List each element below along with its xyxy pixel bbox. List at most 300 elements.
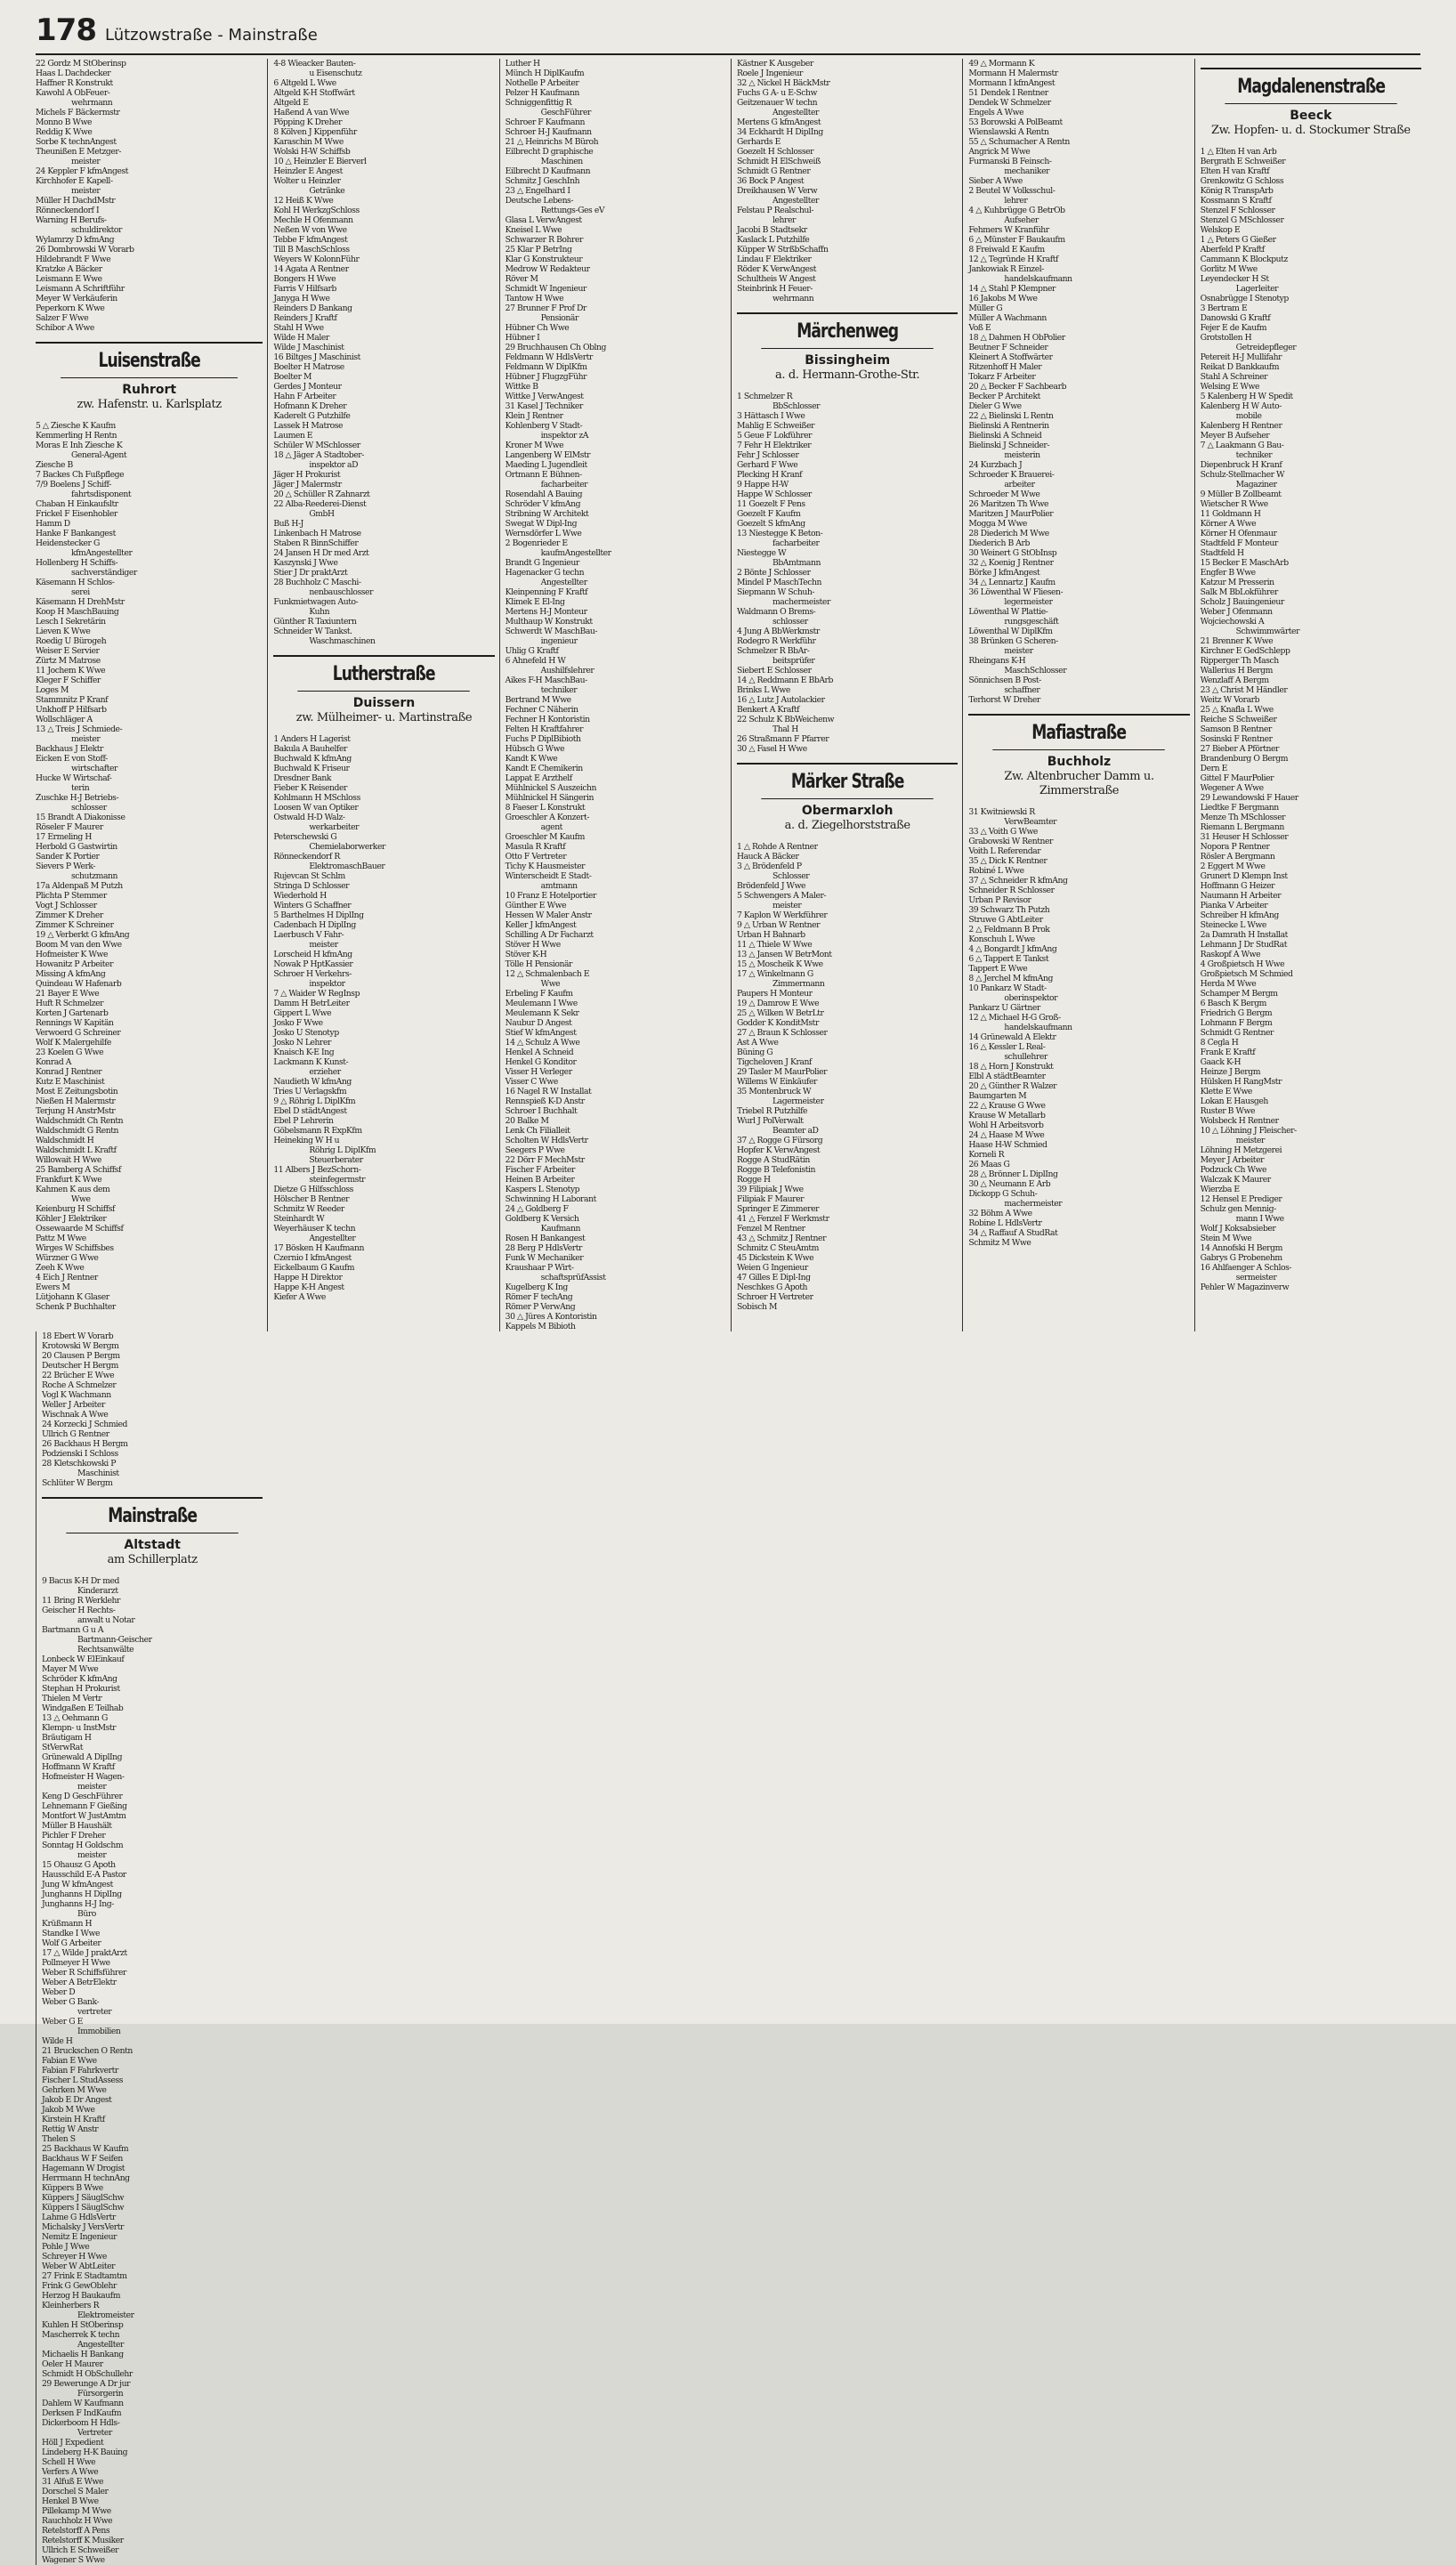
resident-entry: Bartmann G u A xyxy=(42,1625,104,1635)
resident-entry: Naubur D Angest xyxy=(505,1018,572,1028)
resident-entry: Reiche S Schweißer xyxy=(1200,715,1277,724)
district-name: Beeck xyxy=(1290,109,1332,123)
resident-entry: 29 Bewerunge A Dr jur xyxy=(42,2379,131,2389)
resident-entry: Naudieth W kfmAng xyxy=(273,1077,352,1087)
resident-entry: Kohl H WerkzgSchloss xyxy=(273,206,360,215)
resident-entry: Robine L HdlsVertr xyxy=(968,1218,1042,1228)
resident-entry: Heinze J Bergm xyxy=(1200,1067,1261,1077)
resident-entry: Stöver K-H xyxy=(505,950,547,959)
resident-entry: 22 △ Bielinski L Rentn xyxy=(968,411,1054,421)
resident-entry: Schneider R Schlosser xyxy=(968,886,1055,895)
resident-entry: Meyer W Verkäuferin xyxy=(36,294,117,303)
resident-entry: Börke J kfmAngest xyxy=(968,568,1040,578)
resident-entry: Bertrand M Wwe xyxy=(505,695,571,705)
street-location: zw. Hafenstr. u. Karlsplatz xyxy=(77,398,222,411)
resident-entry: Salk M BbLokführer xyxy=(1200,587,1278,597)
resident-entry: Brandt G Ingenieur xyxy=(505,558,579,568)
resident-entry: Lindau F Elektriker xyxy=(737,255,812,264)
resident-entry: Kemmerling H Rentn xyxy=(36,431,117,441)
resident-entry: Wilde H xyxy=(42,2036,73,2046)
resident-entry: Wollschläger A xyxy=(36,715,93,724)
resident-entry: agent xyxy=(540,822,562,832)
resident-entry: Schultheis W Angest xyxy=(737,274,816,284)
resident-entry: Vogl K Wachmann xyxy=(42,1390,111,1400)
resident-entry: 23 △ Christ M Händler xyxy=(1200,685,1288,695)
resident-entry: Wwe xyxy=(71,1194,91,1204)
resident-entry: 3 △ Brödenfeld P xyxy=(737,862,802,871)
resident-entry: Schmidt H ObSchullehr xyxy=(42,2369,133,2379)
resident-entry: 22 Gordz M StOberinsp xyxy=(36,59,126,69)
resident-entry: Schmidt G Rentner xyxy=(737,166,811,176)
resident-entry: Köhler J Elektriker xyxy=(36,1214,107,1224)
resident-entry: Schniggenfittig R xyxy=(505,98,572,108)
resident-entry: meister xyxy=(309,940,338,950)
street-name: Mafiastraße xyxy=(993,721,1166,750)
resident-entry: Jäger J Malermstr xyxy=(273,480,342,490)
resident-entry: Tokarz F Arbeiter xyxy=(968,372,1036,382)
street-location: am Schillerplatz xyxy=(107,1553,198,1566)
resident-entry: Sönnichsen B Post- xyxy=(968,676,1041,685)
resident-entry: Boelter H Matrose xyxy=(273,362,344,372)
street-section-header xyxy=(1201,68,1421,138)
running-head xyxy=(36,12,1420,55)
resident-entry: Wirges W Schiffsbes xyxy=(36,1243,114,1253)
resident-entry: Büning G xyxy=(737,1048,773,1057)
resident-entry: Frankfurt K Wwe xyxy=(36,1175,102,1185)
resident-entry: 17 Bösken H Kaufmann xyxy=(273,1243,364,1253)
resident-entry: Fischer L StudAssess xyxy=(42,2075,124,2085)
resident-entry: Triebel R Putzhilfe xyxy=(737,1106,808,1116)
resident-entry: Reinders J Kraftf xyxy=(273,313,337,323)
resident-entry: 1 Schmelzer R xyxy=(737,392,793,401)
resident-entry: 20 Balke M xyxy=(505,1116,549,1126)
resident-entry: Deutscher H Bergm xyxy=(42,1361,118,1371)
resident-entry: Körner A Wwe xyxy=(1200,519,1257,529)
resident-entry: 1 Anders H Lagerist xyxy=(273,734,351,744)
resident-entry: Jacobi B Stadtsekr xyxy=(737,225,807,235)
resident-entry: Riemann L Bergmann xyxy=(1200,822,1284,832)
street-location: a. d. Ziegelhorststraße xyxy=(784,819,910,832)
resident-entry: Büro xyxy=(77,1909,96,1919)
resident-entry: Kratzke A Bäcker xyxy=(36,264,102,274)
resident-entry: Fabian E Wwe xyxy=(42,2056,97,2066)
resident-entry: Zimmer K Dreher xyxy=(36,910,103,920)
resident-entry: Roele J Ingenieur xyxy=(737,69,804,78)
resident-entry: Voß E xyxy=(968,323,991,333)
resident-entry: 36 Bock P Angest xyxy=(737,176,805,186)
directory-column xyxy=(36,1331,267,2565)
resident-entry: Michaelis H Bankang xyxy=(42,2350,124,2359)
resident-entry: 51 Dendek I Rentner xyxy=(968,88,1048,98)
resident-entry: 9 △ Röhrig L DiplKfm xyxy=(273,1096,356,1106)
resident-entry: serei xyxy=(71,587,90,597)
street-location: Zw. Altenbrucher Damm u. Zimmerstraße xyxy=(1004,770,1154,797)
resident-entry: Pohle J Wwe xyxy=(42,2242,90,2252)
resident-entry: Wurl J PolVerwalt xyxy=(737,1116,804,1126)
resident-entry: Schmitz C SteuAmtm xyxy=(737,1243,819,1253)
resident-entry: Raskopf A Wwe xyxy=(1200,950,1261,959)
resident-entry: Kinderarzt xyxy=(77,1586,118,1596)
resident-entry: Henkel G Konditor xyxy=(505,1057,577,1067)
resident-entry: machermeister xyxy=(1004,1199,1063,1209)
resident-entry: inspektor xyxy=(309,979,345,989)
resident-entry: Liedtke F Bergmann xyxy=(1200,803,1279,813)
resident-entry: Thelen S xyxy=(42,2134,76,2144)
resident-entry: Feldmann W DiplKfm xyxy=(505,362,587,372)
resident-entry: Lehnemann F Gießing xyxy=(42,1801,127,1811)
resident-entry: 16 Ahlfaenger A Schlos- xyxy=(1200,1263,1292,1273)
resident-entry: Waschmaschinen xyxy=(309,636,376,646)
resident-entry: 18 △ Dahmen H ObPolier xyxy=(968,333,1065,343)
resident-entry: 23 △ Engelhard I xyxy=(505,186,570,196)
resident-entry: Dietze G Hilfsschloss xyxy=(273,1185,353,1194)
resident-entry: 34 △ Raffauf A StudRat xyxy=(968,1228,1058,1238)
resident-entry: Masula R Kraftf xyxy=(505,842,566,852)
resident-entry: Groeschler A Konzert- xyxy=(505,813,589,822)
resident-entry: Heinzler E Angest xyxy=(273,166,343,176)
resident-entry: Ullrich E Schweißer xyxy=(42,2545,119,2555)
resident-entry: Lagerleiter xyxy=(1235,284,1279,294)
resident-entry: handelskaufmann xyxy=(1004,274,1072,284)
resident-entry: Boelter M xyxy=(273,372,312,382)
resident-entry: Müller G xyxy=(968,303,1003,313)
resident-entry: 28 Berg P HdlsVertr xyxy=(505,1243,582,1253)
resident-entry: 7 Kaplon W Werkführer xyxy=(737,910,828,920)
resident-entry: Herzog H Baukaufm xyxy=(42,2291,121,2301)
resident-entry: 45 Dickstein K Wwe xyxy=(737,1253,814,1263)
resident-entry: Laumen E xyxy=(273,431,313,441)
resident-entry: Kleinpenning F Kraftf xyxy=(505,587,588,597)
resident-entry: meister xyxy=(71,186,101,196)
resident-entry: 14 △ Stahl P Klempner xyxy=(968,284,1056,294)
resident-entry: Menze Th MSchlosser xyxy=(1200,813,1286,822)
resident-entry: Tappert E Wwe xyxy=(968,964,1028,974)
resident-entry: Felstau P Realschul- xyxy=(737,206,814,215)
resident-entry: Hauck A Bäcker xyxy=(737,852,799,862)
resident-entry: Hessen W Maler Anstr xyxy=(505,910,592,920)
street-name: Magdalenenstraße xyxy=(1225,75,1397,104)
resident-entry: Günther R Taxiuntern xyxy=(273,617,357,627)
resident-entry: rungsgeschäft xyxy=(1004,617,1059,627)
resident-entry: Mühlnickel S Auszeichn xyxy=(505,783,597,793)
resident-entry: Rheingans K-H xyxy=(968,656,1026,666)
resident-entry: Wittke J VerwAngest xyxy=(505,392,584,401)
resident-entry: Schamper M Bergm xyxy=(1200,989,1278,999)
resident-entry: Mahlig E Schweißer xyxy=(737,421,815,431)
resident-entry: 16 Jakobs M Wwe xyxy=(968,294,1038,303)
resident-entry: Josko N Lehrer xyxy=(273,1038,331,1048)
resident-entry: Hülsken H RangMstr xyxy=(1200,1077,1282,1087)
resident-entry: Tichy K Hausmeister xyxy=(505,862,586,871)
resident-entry: Pankarz U Gärtner xyxy=(968,1003,1040,1013)
resident-entry: Rogge B Telefonistin xyxy=(737,1165,816,1175)
resident-entry: Fehmers W Kranführ xyxy=(968,225,1049,235)
resident-entry: schutzmann xyxy=(71,871,118,881)
resident-entry: Henkel A Schneid xyxy=(505,1048,574,1057)
resident-entry: 4 Jung A BbWerkmstr xyxy=(737,627,820,636)
resident-entry: erzieher xyxy=(309,1067,341,1077)
resident-entry: 41 △ Fenzel F Werkmstr xyxy=(737,1214,829,1224)
resident-entry: Wilde J Maschinist xyxy=(273,343,344,352)
resident-entry: General-Agent xyxy=(71,450,127,460)
resident-entry: Kalenberg H W Auto- xyxy=(1200,401,1282,411)
resident-entry: Rösler A Bergmann xyxy=(1200,852,1275,862)
resident-entry: 3 Hättasch I Wwe xyxy=(737,411,805,421)
resident-entry: Hölscher B Rentner xyxy=(273,1194,350,1204)
resident-entry: Angrick M Wwe xyxy=(968,147,1031,157)
resident-entry: Aufseher xyxy=(1004,215,1039,225)
resident-entry: Lieven K Wwe xyxy=(36,627,91,636)
resident-entry: Siebert E Schlosser xyxy=(737,666,812,676)
resident-entry: Haßend A van Wwe xyxy=(273,108,350,117)
resident-entry: Schmidt W Ingenieur xyxy=(505,284,586,294)
resident-entry: Rettig W Anstr xyxy=(42,2124,99,2134)
resident-entry: terin xyxy=(71,783,90,793)
resident-entry: Nothelle P Arbeiter xyxy=(505,78,579,88)
resident-entry: 26 Backhaus H Bergm xyxy=(42,1439,128,1449)
resident-entry: Geitzenauer W techn xyxy=(737,98,818,108)
resident-entry: Wierzba E xyxy=(1200,1185,1240,1194)
resident-entry: Seegers P Wwe xyxy=(505,1145,565,1155)
resident-entry: handelskaufmann xyxy=(1004,1023,1072,1032)
resident-entry: Leismann A Schriftführ xyxy=(36,284,125,294)
resident-entry: Angestellter xyxy=(309,1234,356,1243)
resident-entry: Schulz-Stellmacher W xyxy=(1200,470,1285,480)
resident-entry: Kraushaar P Wirt- xyxy=(505,1263,574,1273)
resident-entry: Wilde H Maler xyxy=(273,333,329,343)
resident-entry: 26 Maritzen Th Wwe xyxy=(968,499,1049,509)
resident-entry: 11 Goezelt F Pens xyxy=(737,499,805,509)
resident-entry: Paupers H Monteur xyxy=(737,989,813,999)
resident-entry: 18 △ Jäger A Stadtober- xyxy=(273,450,364,460)
resident-entry: Klempn- u InstMstr xyxy=(42,1723,117,1733)
resident-entry: Angestellter xyxy=(540,578,587,587)
resident-entry: 22 Alba-Reederei-Dienst xyxy=(273,499,367,509)
resident-entry: 21 △ Heinrichs M Büroh xyxy=(505,137,599,147)
street-section-header xyxy=(36,342,263,412)
resident-entry: Missing A kfmAng xyxy=(36,969,106,979)
resident-entry: Maritzen J MaurPolier xyxy=(968,509,1054,519)
directory-column xyxy=(731,59,962,1331)
resident-entry: Uhlig G Kraftf xyxy=(505,646,559,656)
resident-entry: Nopora P Rentner xyxy=(1200,842,1270,852)
resident-entry: facharbeiter xyxy=(540,480,588,490)
resident-entry: Hopfer K VerwAngest xyxy=(737,1145,821,1155)
resident-entry: Rennings W Kapitän xyxy=(36,1018,114,1028)
resident-entry: 2 Bönte J Schlosser xyxy=(737,568,811,578)
resident-entry: 15 Becker E MaschArb xyxy=(1200,558,1289,568)
resident-entry: Jakob M Wwe xyxy=(42,2105,95,2115)
resident-entry: Michels F Bäckermstr xyxy=(36,108,120,117)
resident-entry: Hübsch G Wwe xyxy=(505,744,565,754)
resident-entry: Swegat W Dipl-Ing xyxy=(505,519,578,529)
resident-entry: Kawohl A ObFeuer- xyxy=(36,88,110,98)
resident-entry: Weber W AbtLeiter xyxy=(42,2262,116,2271)
resident-entry: Waldschmidt H xyxy=(36,1136,94,1145)
resident-entry: Tigcheloven J Kranf xyxy=(737,1057,812,1067)
resident-entry: Rosen H Bankangest xyxy=(505,1234,586,1243)
resident-entry: Lokan E Hausgeh xyxy=(1200,1096,1268,1106)
resident-entry: Haffner R Konstrukt xyxy=(36,78,113,88)
resident-entry: fahrtsdisponent xyxy=(71,490,132,499)
resident-entry: 7 △ Waider W RegInsp xyxy=(273,989,360,999)
resident-entry: Feldmann W HdlsVertr xyxy=(505,352,593,362)
resident-entry: Schenk P Buchhalter xyxy=(36,1302,116,1312)
resident-entry: Hübner J FlugzgFühr xyxy=(505,372,587,382)
resident-entry: Loosen W van Optiker xyxy=(273,803,359,813)
resident-entry: Kaspers L Stenotyp xyxy=(505,1185,580,1194)
resident-entry: Aikes F-H MaschBau- xyxy=(505,676,587,685)
resident-entry: Knaisch K-E Ing xyxy=(273,1048,335,1057)
resident-entry: Naumann H Arbeiter xyxy=(1200,891,1282,901)
resident-entry: Pattz M Wwe xyxy=(36,1234,86,1243)
resident-entry: Lenk Ch Filialleit xyxy=(505,1126,570,1136)
resident-entry: 31 Heuser H Schlosser xyxy=(1200,832,1289,842)
resident-entry: Kandt K Wwe xyxy=(505,754,558,764)
resident-entry: Maeding L Jugendleit xyxy=(505,460,587,470)
resident-entry: Windgaßen E Teilhab xyxy=(42,1703,124,1713)
resident-entry: Dahlem W Kaufmann xyxy=(42,2399,124,2408)
resident-entry: Angestellter xyxy=(772,108,820,117)
resident-entry: Siepmann W Schuh- xyxy=(737,587,814,597)
resident-entry: Sosinski F Rentner xyxy=(1200,734,1273,744)
resident-entry: Monno B Wwe xyxy=(36,117,93,127)
resident-entry: 4 △ Kuhbrügge G BetrOb xyxy=(968,206,1065,215)
resident-entry: Welskop E xyxy=(1200,225,1241,235)
resident-entry: Reikat D Bankkaufm xyxy=(1200,362,1280,372)
resident-entry: Welsing E Wwe xyxy=(1200,382,1259,392)
resident-entry: Struwe G AbtLeiter xyxy=(968,915,1043,925)
resident-entry: Stief W kfmAngest xyxy=(505,1028,577,1038)
resident-entry: Fieber K Reisender xyxy=(273,783,347,793)
resident-entry: schlosser xyxy=(71,803,107,813)
resident-entry: 19 △ Verberkt G kfmAng xyxy=(36,930,130,940)
resident-entry: 31 Kwitniewski R xyxy=(968,807,1035,817)
resident-entry: Ast A Wwe xyxy=(737,1038,779,1048)
resident-entry: Verfers A Wwe xyxy=(42,2467,99,2477)
resident-entry: Günther E Wwe xyxy=(505,901,567,910)
resident-entry: lehrer xyxy=(772,215,796,225)
resident-entry: Steinecke L Wwe xyxy=(1200,920,1266,930)
resident-entry: Kohlenberg V Stadt- xyxy=(505,421,583,431)
resident-entry: Hübner Ch Wwe xyxy=(505,323,570,333)
resident-entry: Beutner F Schneider xyxy=(968,343,1048,352)
resident-entry: Heinen B Arbeiter xyxy=(505,1175,575,1185)
resident-entry: Tölle H Pensionär xyxy=(505,959,572,969)
resident-entry: Kuhn xyxy=(309,607,330,617)
resident-entry: Fenzel M Rentner xyxy=(737,1224,805,1234)
resident-entry: Samson B Rentner xyxy=(1200,724,1272,734)
resident-entry: Josko U Stenotyp xyxy=(273,1028,339,1038)
resident-entry: Rönneckendorf R xyxy=(273,852,340,862)
resident-entry: anwalt u Notar xyxy=(77,1615,135,1625)
page-title: Lützowstraße - Mainstraße xyxy=(104,26,318,45)
resident-entry: Käsemann H Schlos- xyxy=(36,578,115,587)
resident-entry: 13 △ Treis J Schmiede- xyxy=(36,724,123,734)
resident-entry: Jäger H Prokurist xyxy=(273,470,341,480)
resident-entry: GeschFührer xyxy=(540,108,592,117)
resident-entry: Michalsky J VersVertr xyxy=(42,2222,124,2232)
resident-entry: 22 Schulz K BbWeichenw xyxy=(737,715,835,724)
resident-entry: Schibor A Wwe xyxy=(36,323,94,333)
resident-entry: Wiederhold H xyxy=(273,891,327,901)
resident-entry: Lütjohann K Glaser xyxy=(36,1292,109,1302)
resident-entry: Heidenstecker G xyxy=(36,538,100,548)
resident-entry: Fabian F Fahrkvertr xyxy=(42,2066,118,2075)
resident-entry: kfmAngestellter xyxy=(71,548,133,558)
resident-entry: 31 Alfuß E Wwe xyxy=(42,2477,104,2487)
resident-entry: Kaszynski J Wwe xyxy=(273,558,338,568)
resident-entry: Römer F techAng xyxy=(505,1292,573,1302)
resident-entry: 9 Happe H-W xyxy=(737,480,789,490)
resident-entry: Godder K KonditMstr xyxy=(737,1018,819,1028)
resident-entry: kaufmAngestellter xyxy=(540,548,611,558)
resident-entry: Getränke xyxy=(309,186,345,196)
resident-entry: Wienslawski A Rentn xyxy=(968,127,1049,137)
resident-entry: Hausschild E-A Pastor xyxy=(42,1870,126,1880)
resident-entry: 27 Brunner F Prof Dr xyxy=(505,303,586,313)
resident-entry: 5 Barthelmes H DiplIng xyxy=(273,910,364,920)
resident-entry: Pollmeyer H Wwe xyxy=(42,1958,110,1968)
resident-entry: Wylamrzy D kfmAng xyxy=(36,235,115,245)
resident-entry: 11 Bring R Werklehr xyxy=(42,1596,120,1606)
resident-entry: Schell H Wwe xyxy=(42,2457,96,2467)
resident-entry: Ostwald H-D Walz- xyxy=(273,813,345,822)
resident-entry: Müller H DachdMstr xyxy=(36,196,116,206)
resident-entry: Hollenberg H Schiffs- xyxy=(36,558,118,568)
resident-entry: 21 Brenner K Wwe xyxy=(1200,636,1274,646)
resident-entry: Tries U Verlagskfm xyxy=(273,1087,347,1096)
resident-entry: Schwarzer R Bohrer xyxy=(505,235,583,245)
resident-entry: facharbeiter xyxy=(772,538,820,548)
resident-entry: Cadenbach H DiplIng xyxy=(273,920,356,930)
resident-entry: 30 △ Jüres A Kontoristin xyxy=(505,1312,597,1322)
resident-entry: Meyer J Arbeiter xyxy=(1200,1155,1265,1165)
resident-entry: Terhorst W Dreher xyxy=(968,695,1040,705)
resident-entry: 4-8 Wieacker Bauten- xyxy=(273,59,356,69)
resident-entry: Klar G Konstrukteur xyxy=(505,255,583,264)
resident-entry: Terjung H AnstrMstr xyxy=(36,1106,116,1116)
resident-entry: 5 Kalenberg H W Spedit xyxy=(1200,392,1293,401)
resident-entry: Elbl A städtBeamter xyxy=(968,1072,1046,1081)
resident-entry: 20 △ Becker F Sachbearb xyxy=(968,382,1067,392)
resident-entry: Röver M xyxy=(505,274,538,284)
resident-entry: Schmidt H ElSchweiß xyxy=(737,157,821,166)
district-name: Altstadt xyxy=(124,1538,181,1552)
resident-entry: Weber G E xyxy=(42,2017,83,2027)
resident-entry: 11 △ Thiele W Wwe xyxy=(737,940,813,950)
resident-entry: Wallerius H Bergm xyxy=(1200,666,1273,676)
resident-entry: Rechtsanwälte xyxy=(77,1645,134,1655)
resident-entry: Schroer H Verkehrs- xyxy=(273,969,352,979)
resident-entry: Röseler F Maurer xyxy=(36,822,103,832)
resident-entry: Schwerdt W MaschBau- xyxy=(505,627,598,636)
resident-entry: techniker xyxy=(1235,450,1273,460)
directory-column xyxy=(499,59,731,1331)
resident-entry: Engfer B Wwe xyxy=(1200,568,1256,578)
resident-entry: Mayer M Wwe xyxy=(42,1664,99,1674)
resident-entry: 7/9 Boelens J Schiff- xyxy=(36,480,111,490)
resident-entry: Sieber A Wwe xyxy=(968,176,1023,186)
resident-entry: Montfort W JustAmtm xyxy=(42,1811,126,1821)
resident-entry: Standke I Wwe xyxy=(42,1929,100,1938)
resident-entry: 37 △ Schneider R kfmAng xyxy=(968,876,1068,886)
resident-entry: Dreikhausen W Verw xyxy=(737,186,818,196)
resident-entry: 4 △ Bongardt J kfmAng xyxy=(968,944,1057,954)
resident-entry: 1 △ Rohde A Rentner xyxy=(737,842,818,852)
resident-entry: Reinders D Bankang xyxy=(273,303,352,313)
resident-entry: Warning H Berufs- xyxy=(36,215,107,225)
